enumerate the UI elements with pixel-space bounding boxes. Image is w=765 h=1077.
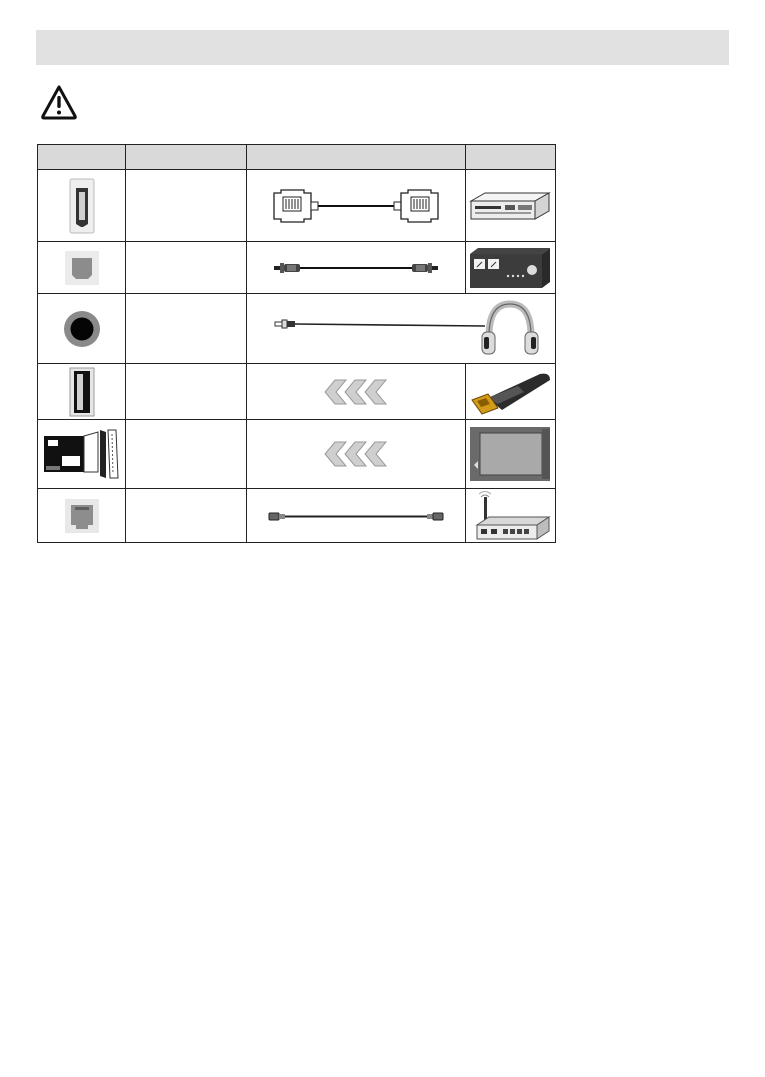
label-cell (126, 294, 247, 364)
device-cell (465, 242, 555, 294)
device-cell (465, 364, 555, 420)
device-cell (465, 170, 555, 242)
hdmi-port-icon (69, 178, 95, 234)
label-cell (126, 420, 247, 489)
table-row (38, 242, 556, 294)
audio-amplifier-icon (468, 246, 552, 290)
table-header-row (38, 145, 556, 170)
connections-table (37, 144, 556, 543)
headphones-icon (482, 304, 538, 354)
ethernet-port-icon (64, 498, 100, 534)
cable-cell (247, 242, 465, 294)
section-header-bar (36, 30, 729, 65)
headphone-cable-icon (267, 298, 557, 360)
hdmi-cable-icon (271, 188, 441, 224)
cable-cell (247, 364, 465, 420)
label-cell (126, 364, 247, 420)
device-cell (465, 489, 555, 543)
cable-cell (247, 294, 556, 364)
header-cell (247, 145, 465, 170)
header-cell (465, 145, 555, 170)
cable-cell (247, 489, 465, 543)
headphone-jack-icon (62, 309, 102, 349)
table-row (38, 420, 556, 489)
cable-cell (247, 420, 465, 489)
optical-cable-icon (271, 260, 441, 276)
port-cell (38, 489, 126, 543)
port-cell (38, 364, 126, 420)
router-icon (469, 491, 551, 541)
port-cell (38, 242, 126, 294)
optical-port-icon (64, 250, 100, 286)
label-cell (126, 489, 247, 543)
table-row (38, 364, 556, 420)
device-cell (465, 420, 555, 489)
port-cell (38, 420, 126, 489)
label-cell (126, 170, 247, 242)
ethernet-cable-icon (266, 508, 446, 524)
ci-slot-icon (42, 428, 122, 480)
table-row (38, 294, 556, 364)
header-cell (126, 145, 247, 170)
warning-triangle-icon (40, 84, 78, 120)
table-row (38, 489, 556, 543)
usb-port-icon (69, 367, 95, 417)
usb-stick-icon (468, 368, 552, 416)
table-row (38, 170, 556, 242)
ci-module-icon (468, 425, 552, 483)
insert-arrows-icon (319, 440, 393, 468)
port-cell (38, 170, 126, 242)
port-cell (38, 294, 126, 364)
dvd-player-icon (469, 191, 551, 221)
cable-cell (247, 170, 465, 242)
insert-arrows-icon (319, 378, 393, 406)
header-cell (38, 145, 126, 170)
label-cell (126, 242, 247, 294)
